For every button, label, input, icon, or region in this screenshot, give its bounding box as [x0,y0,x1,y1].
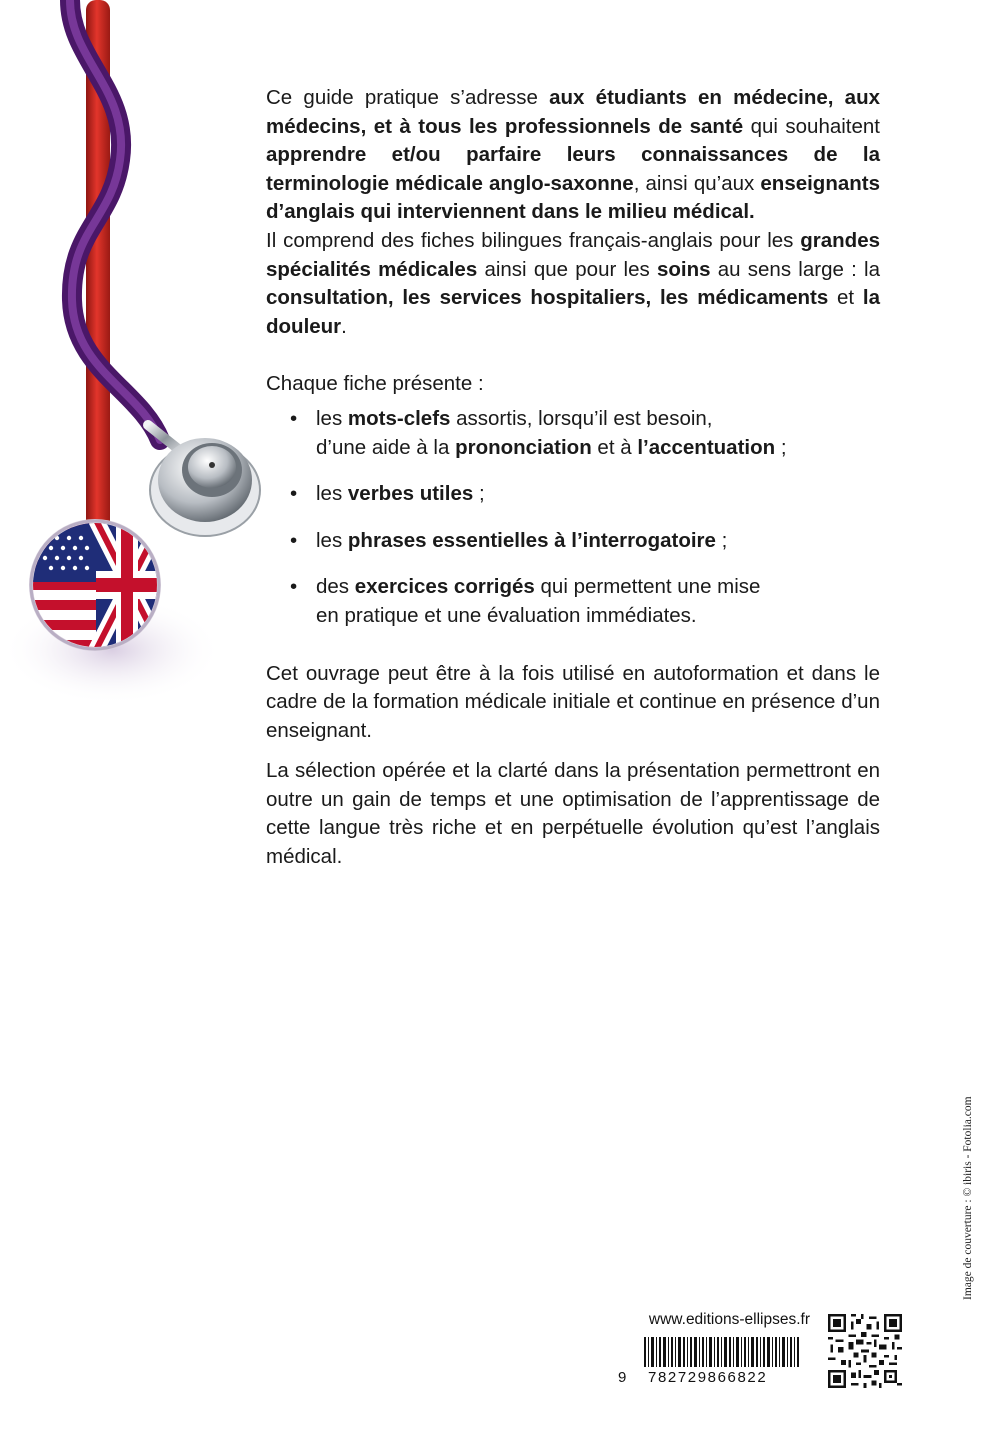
conclusion-paragraph: La sélection opérée et la clarté dans la présentation permettront en outre un gain de temps et une optimisation de l’apprentissage de cette langue très riche et en perpétuelle évolution qu’est l’anglais médical. [266,759,880,869]
content-paragraph [266,227,880,341]
text-span: qui permettent une mise [534,575,761,599]
text-span: les [316,406,348,430]
bold-span: mots-clefs [347,406,451,430]
text-span: ; [473,482,485,506]
bold-span: aux étudiants en médecine, aux médecins, et à tous les professionnels de santé [266,86,880,138]
text-span: Il comprend des fiches bilingues français-anglais pour les [266,228,801,252]
bold-span: grandes spécialités médicales [266,228,880,281]
bold-span: soins [656,257,711,281]
text-span: Ce guide pratique s’adresse [266,86,550,109]
intro-paragraph [266,84,880,227]
list-item [266,527,880,556]
description-text [266,84,880,872]
bold-span: exercices corrigés [354,575,535,599]
text-span: au sens large : la [710,257,880,281]
bold-span: prononciation [455,435,592,459]
text-span: d’une aide à la [316,435,456,459]
isbn-digits [618,1367,810,1389]
bold-span: apprendre et/ou parfaire leurs connaissances de la terminologie médicale anglo-saxonne [266,143,880,195]
text-span: et [828,286,863,310]
bold-span: verbes utiles [347,482,474,506]
list-item [266,405,880,462]
text-span: , ainsi qu’aux [633,171,761,195]
bullet-icon: • [290,482,298,506]
image-credit: Image de couverture : © ibiris - Fotolia.com [962,1096,974,1300]
list-intro: Chaque fiche présente : [266,372,484,396]
text-span: ainsi que pour les [477,257,657,281]
bullet-icon: • [290,528,298,552]
text-span: qui souhaitent [743,114,880,138]
text-span: en pratique et une évaluation immédiates. [316,603,697,627]
text-span: les [316,482,348,506]
text-span: et à [591,435,638,459]
isbn-first-digit: 9 [618,1369,628,1386]
text-span: ; [775,435,787,459]
text-span: des [316,575,355,599]
stethoscope-icon [0,0,290,720]
isbn-remaining-digits: 782729866822 [648,1369,768,1386]
bold-span: la douleur [266,286,880,338]
list-item [266,480,880,509]
list-item [266,573,880,630]
bold-span: enseignants d’anglais qui interviennent dans le milieu médical. [266,171,881,224]
text-span: assortis, lorsqu’il est besoin, [450,406,713,430]
usage-paragraph: Cet ouvrage peut être à la fois utilisé en autoformation et dans le cadre de la formation médicale initiale et continue en présence d’un enseignant. [266,661,880,742]
bullet-icon: • [290,575,298,599]
text-span: ; [715,528,728,552]
publisher-website: www.editions-ellipses.fr [648,1311,810,1328]
bullet-icon: • [290,406,298,430]
bold-span: l’accentuation [637,435,776,459]
bold-span: consultation, les services hospitaliers, les médicaments [266,286,829,310]
feature-list [266,405,880,631]
bold-span: phrases essentielles à l’interrogatoire [347,528,716,552]
text-span: les [316,528,348,552]
text-span: . [341,314,347,338]
qr-code-icon [828,1314,902,1388]
